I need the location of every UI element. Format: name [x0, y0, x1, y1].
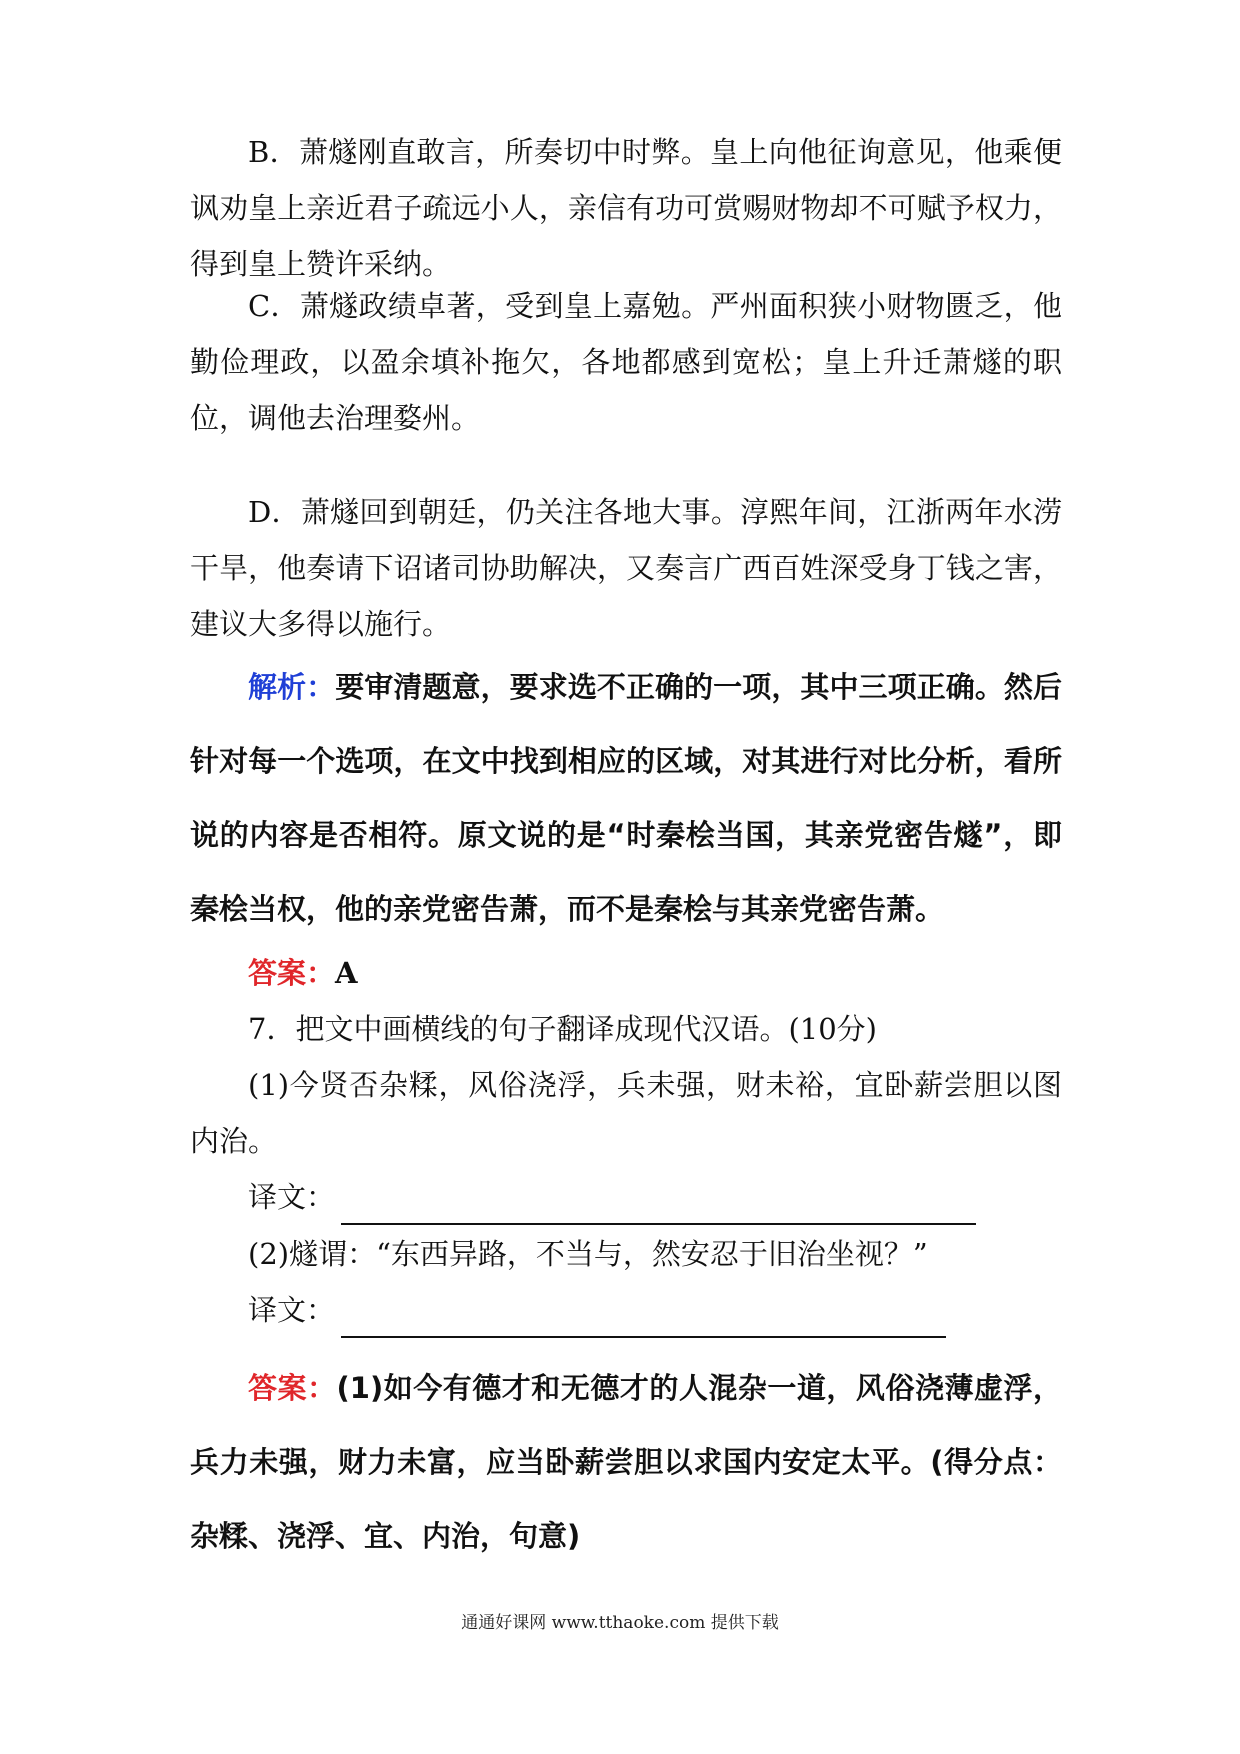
answer-7-text: (1)如今有德才和无德才的人混杂一道，风俗浇薄虚浮，兵力未强，财力未富，应当卧薪尝胆以求国内安定太平。(得分点：杂糅、浇浮、宜、内治，句意)	[190, 1371, 1062, 1553]
answer-7-paragraph	[190, 1351, 1062, 1573]
question-7-sentence-2: (2)燧谓：“东西异路，不当与，然安忍于旧治坐视？”	[248, 1237, 928, 1271]
translation-label-2: 译文：	[248, 1293, 336, 1327]
option-c-paragraph: C．萧燧政绩卓著，受到皇上嘉勉。严州面积狭小财物匮乏，他勤俭理政，以盈余填补拖欠，各地都感到宽松；皇上升迁萧燧的职位，调他去治理婺州。	[190, 289, 1062, 435]
translation-label-1: 译文：	[248, 1180, 336, 1214]
analysis-paragraph	[190, 650, 1062, 946]
question-7-title: 7．把文中画横线的句子翻译成现代汉语。(10分)	[248, 1012, 877, 1046]
answer-6-label: 答案：	[248, 956, 336, 990]
answer-6	[190, 945, 1062, 1001]
translation-row-1	[248, 1169, 976, 1225]
answer-7-label: 答案：	[248, 1371, 337, 1405]
translation-answer-line-1[interactable]	[341, 1185, 976, 1225]
option-b-paragraph: B．萧燧刚直敢言，所奏切中时弊。皇上向他征询意见，他乘便讽劝皇上亲近君子疏远小人，亲信有功可赏赐财物却不可赋予权力，得到皇上赞许采纳。	[190, 135, 1062, 281]
analysis-text: 要审清题意，要求选不正确的一项，其中三项正确。然后针对每一个选项，在文中找到相应的区域，对其进行对比分析，看所说的内容是否相符。原文说的是“时秦桧当国，其亲党密告燧”，即秦桧当权，他的亲党密告萧，而不是秦桧与其亲党密告萧。	[190, 670, 1062, 926]
analysis-label: 解析：	[248, 670, 336, 704]
option-d-paragraph: D．萧燧回到朝廷，仍关注各地大事。淳熙年间，江浙两年水涝干旱，他奏请下诏诸司协助解决，又奏言广西百姓深受身丁钱之害，建议大多得以施行。	[190, 495, 1062, 641]
translation-row-2	[248, 1282, 946, 1338]
translation-answer-line-2[interactable]	[341, 1298, 946, 1338]
question-7-sentence-1: (1)今贤否杂糅，风俗浇浮，兵未强，财未裕，宜卧薪尝胆以图内治。	[190, 1068, 1062, 1158]
answer-6-value: A	[335, 956, 358, 990]
page-footer: 通通好课网 www.tthaoke.com 提供下载	[461, 1613, 779, 1633]
